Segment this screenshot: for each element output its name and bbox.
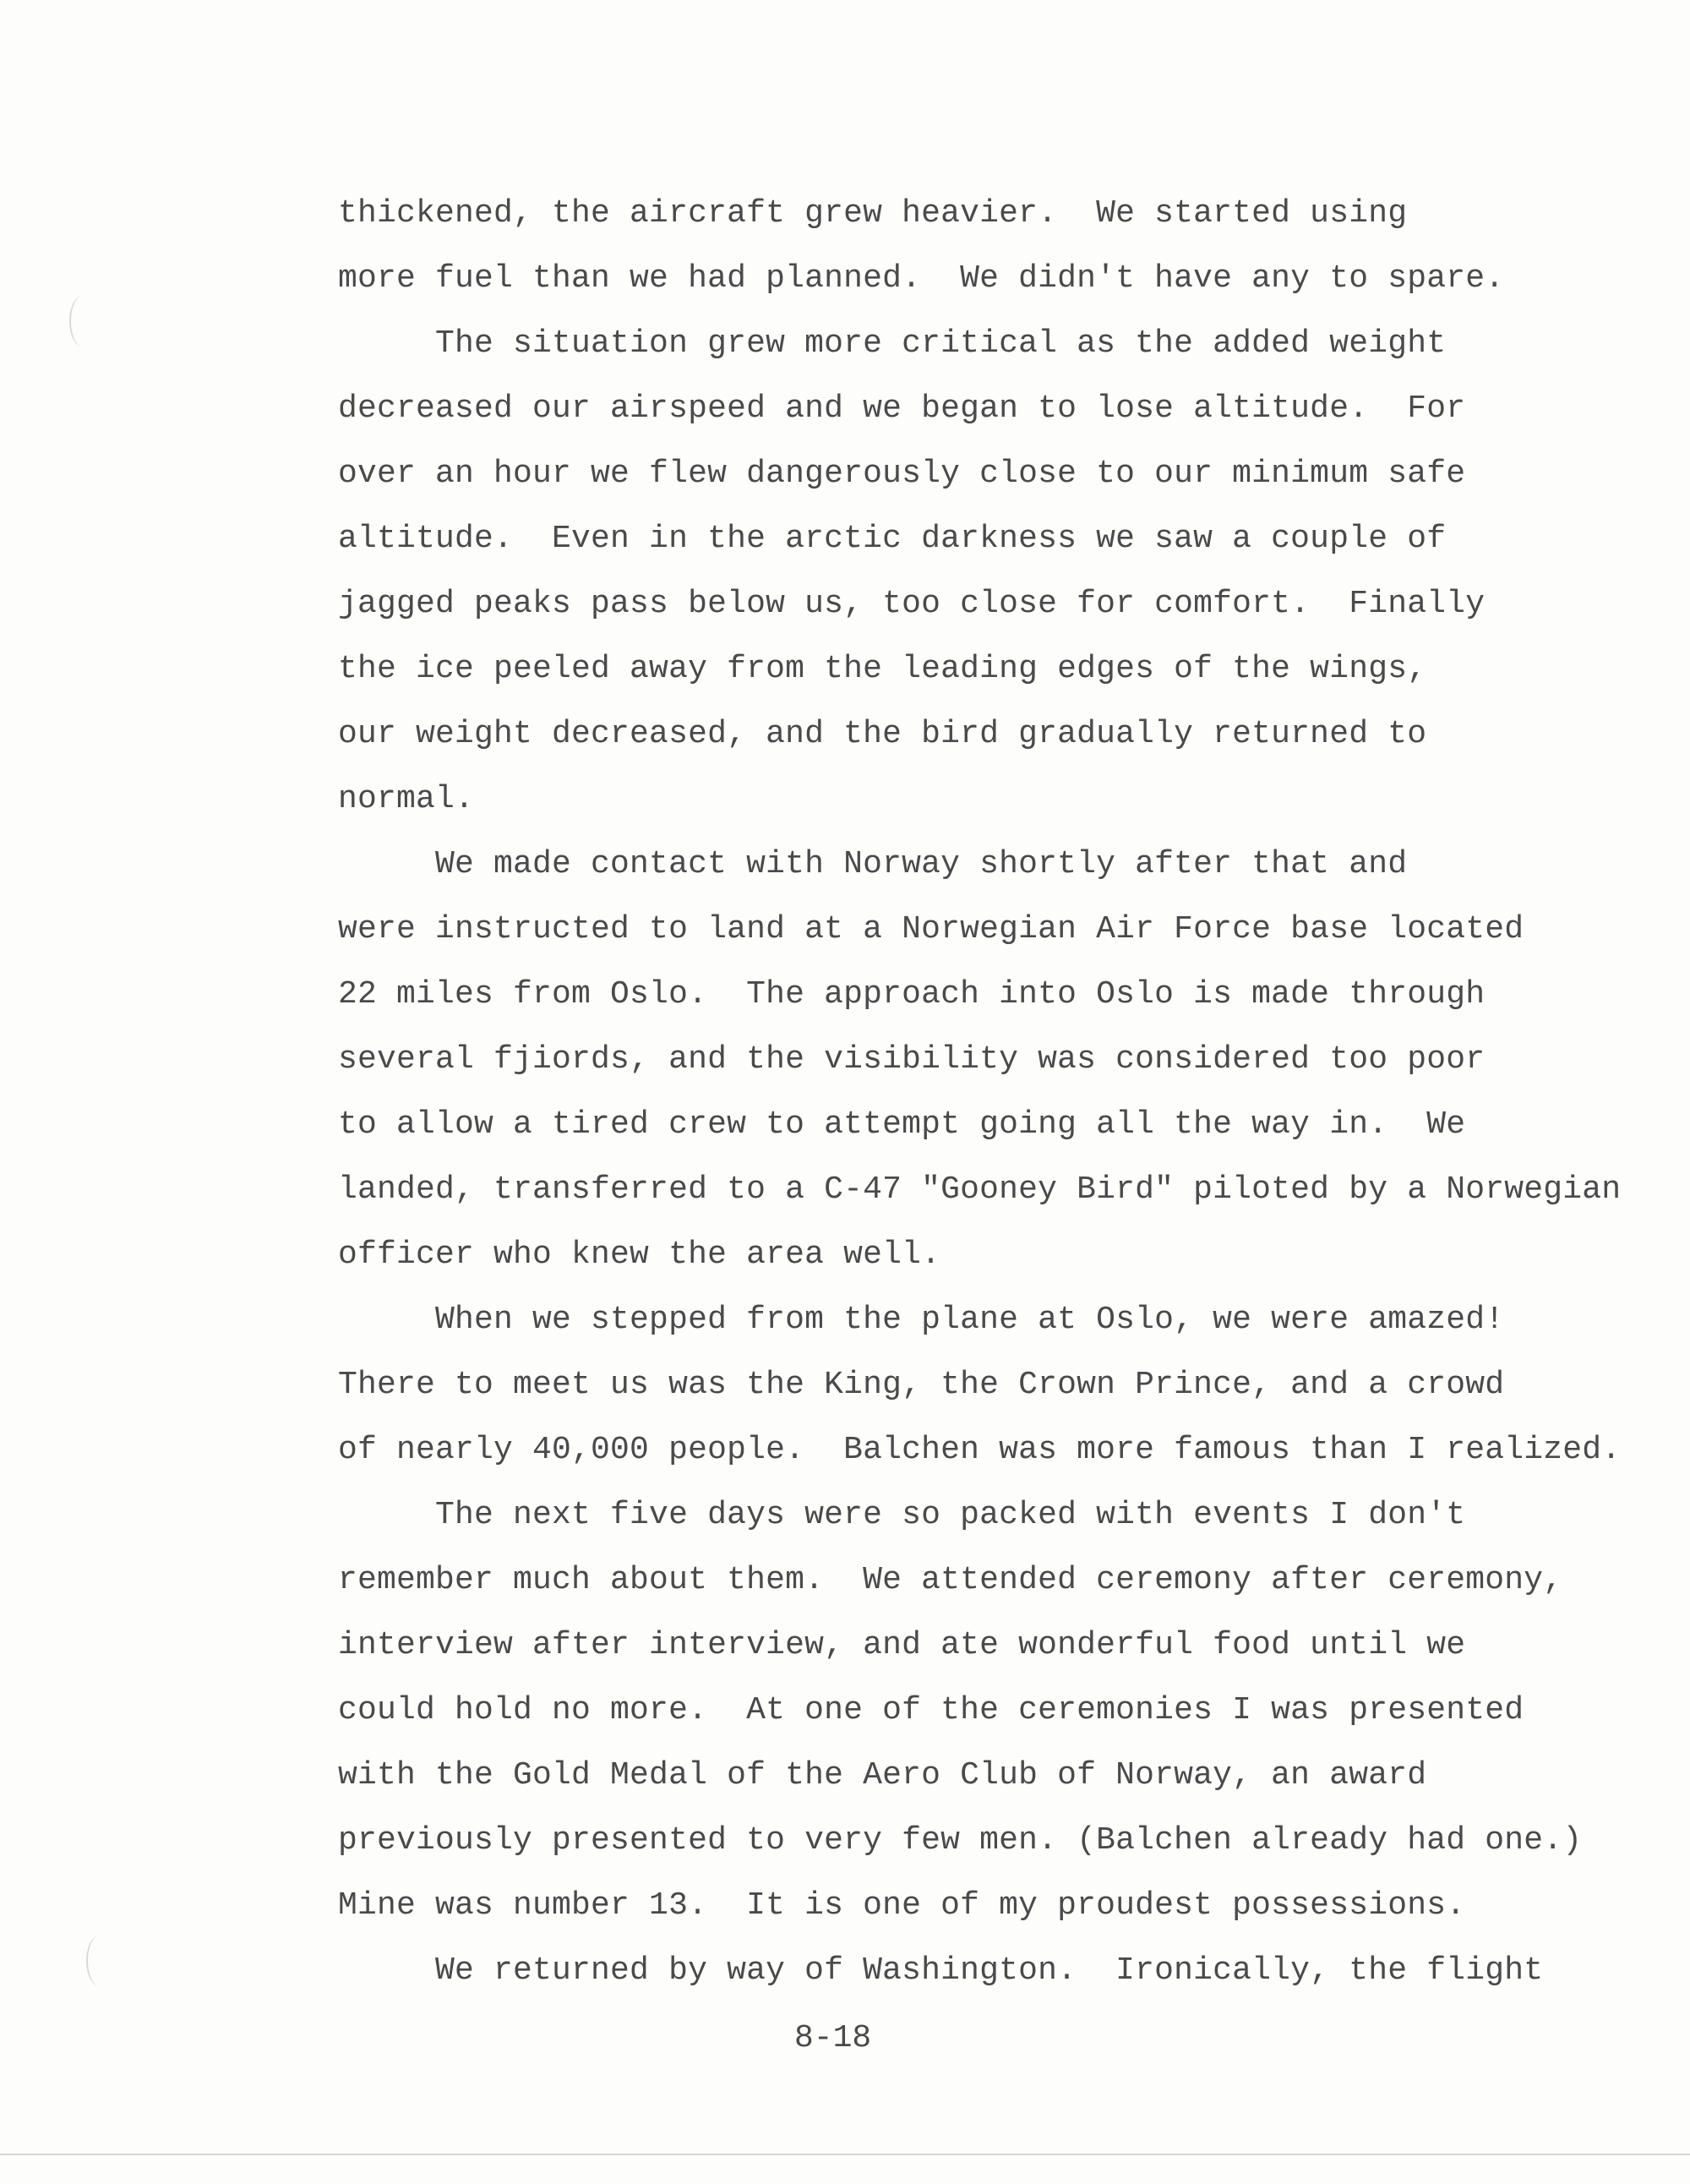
text-line: could hold no more. At one of the ceremonies I was presented xyxy=(338,1692,1524,1728)
text-line: to allow a tired crew to attempt going all the way in. We xyxy=(338,1106,1466,1143)
punch-hole-mark xyxy=(86,1936,113,1986)
text-line: We returned by way of Washington. Ironically, the flight xyxy=(338,1952,1544,1989)
text-line: of nearly 40,000 people. Balchen was more famous than I realized. xyxy=(338,1432,1622,1468)
text-line: several fjiords, and the visibility was considered too poor xyxy=(338,1041,1486,1078)
text-line: normal. xyxy=(338,781,475,817)
text-line: the ice peeled away from the leading edges of the wings, xyxy=(338,651,1427,687)
page-bottom-edge xyxy=(0,2154,1690,2155)
text-line: The situation grew more critical as the added weight xyxy=(338,325,1447,362)
text-line: altitude. Even in the arctic darkness we saw a couple of xyxy=(338,521,1447,557)
punch-hole-mark xyxy=(69,296,96,347)
text-line: When we stepped from the plane at Oslo, we were amazed! xyxy=(338,1302,1505,1338)
text-line: more fuel than we had planned. We didn't have any to spare. xyxy=(338,260,1505,297)
text-line: with the Gold Medal of the Aero Club of Norway, an award xyxy=(338,1757,1427,1794)
text-line: decreased our airspeed and we began to lose altitude. For xyxy=(338,390,1466,427)
text-line: our weight decreased, and the bird gradually returned to xyxy=(338,716,1427,752)
text-line: over an hour we flew dangerously close to our minimum safe xyxy=(338,456,1466,492)
page-number: 8-18 xyxy=(794,2020,872,2056)
text-line: landed, transferred to a C-47 "Gooney Bird" piloted by a Norwegian xyxy=(338,1171,1622,1208)
text-line: thickened, the aircraft grew heavier. We started using xyxy=(338,195,1408,232)
text-line: officer who knew the area well. xyxy=(338,1237,941,1273)
text-line: remember much about them. We attended ceremony after ceremony, xyxy=(338,1562,1563,1598)
text-line: The next five days were so packed with events I don't xyxy=(338,1497,1466,1533)
text-line: 22 miles from Oslo. The approach into Oslo is made through xyxy=(338,976,1486,1013)
text-line: We made contact with Norway shortly after that and xyxy=(338,846,1408,882)
text-line: interview after interview, and ate wonderful food until we xyxy=(338,1627,1466,1663)
text-line: were instructed to land at a Norwegian Air Force base located xyxy=(338,911,1524,947)
text-line: jagged peaks pass below us, too close for comfort. Finally xyxy=(338,586,1486,622)
text-line: Mine was number 13. It is one of my proudest possessions. xyxy=(338,1887,1466,1924)
text-line: There to meet us was the King, the Crown Prince, and a crowd xyxy=(338,1367,1505,1403)
text-line: previously presented to very few men. (Balchen already had one.) xyxy=(338,1822,1583,1859)
